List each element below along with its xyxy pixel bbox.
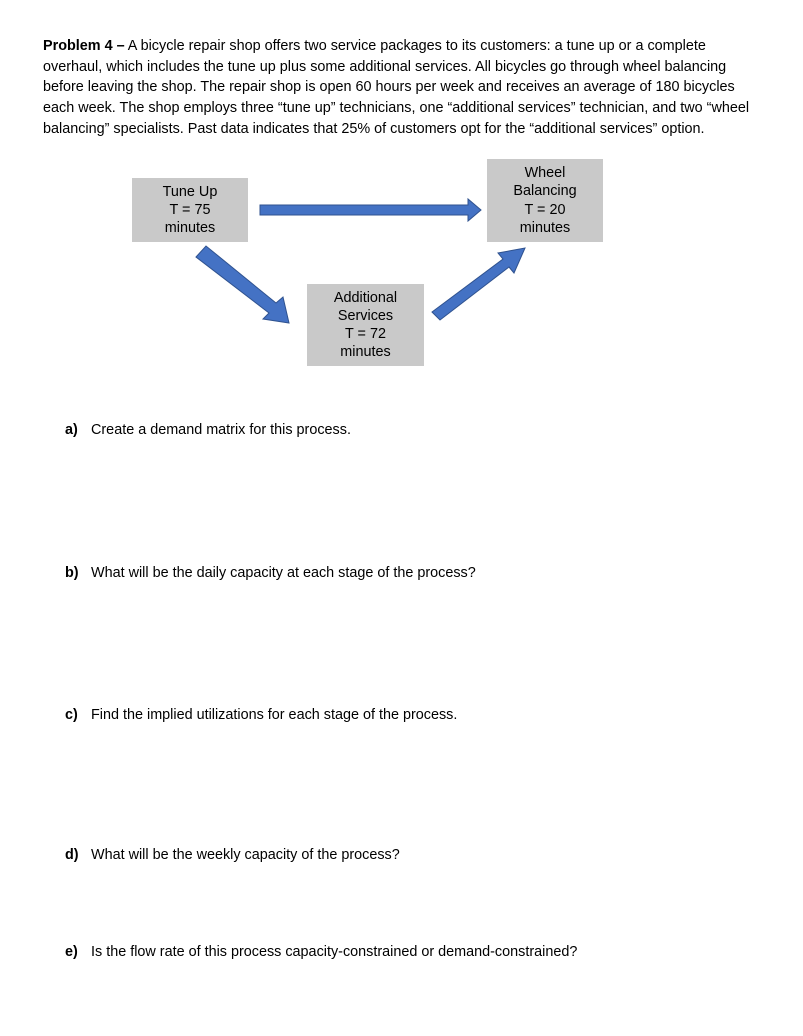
tune-up-title: Tune Up (162, 183, 218, 200)
question-a-label: a) (65, 422, 78, 438)
arrow-tuneup-to-wheel (260, 199, 481, 221)
question-c-text: Find the implied utilizations for each stage of the process. (91, 707, 458, 723)
tune-up-stage-box (132, 178, 248, 242)
additional-unit: minutes (340, 344, 391, 361)
problem-text: A bicycle repair shop offers two service packages to its customers: a tune up or a complete overhaul, which includes the tune up plus some additional services. All bicycles go through wheel balancing before leaving the shop. The repair shop is open 60 hours per week and receives an average of 180 bicycles each week. The shop employs three “tune up” technicians, one “additional services” technician, and two “wheel balancing” specialists. Past data indicates that 25% of customers opt for the “additional services” option. (43, 38, 750, 137)
wheel-title-line2: Balancing (513, 183, 577, 200)
problem-statement (43, 36, 763, 140)
additional-title-line2: Services (337, 307, 394, 324)
question-e-text: Is the flow rate of this process capacity-constrained or demand-constrained? (91, 944, 578, 960)
question-b-label: b) (65, 565, 79, 581)
question-c-label: c) (65, 707, 78, 723)
question-d (65, 846, 400, 864)
question-b (65, 564, 476, 582)
question-c (65, 706, 457, 724)
additional-title-line1: Additional (333, 289, 398, 306)
wheel-balancing-stage-box (487, 159, 603, 242)
wheel-title-line1: Wheel (524, 165, 566, 182)
question-e-label: e) (65, 944, 78, 960)
question-a (65, 421, 351, 439)
question-d-text: What will be the weekly capacity of the process? (91, 847, 400, 863)
additional-services-stage-box (307, 284, 424, 366)
tune-up-time: T = 75 (169, 201, 211, 218)
tune-up-unit: minutes (164, 220, 216, 237)
additional-time: T = 72 (345, 326, 386, 342)
question-a-text: Create a demand matrix for this process. (91, 422, 351, 438)
arrow-tuneup-to-additional (196, 246, 289, 323)
wheel-unit: minutes (519, 219, 571, 236)
question-b-text: What will be the daily capacity at each stage of the process? (91, 565, 476, 581)
problem-heading: Problem 4 – (43, 38, 125, 54)
arrow-additional-to-wheel (432, 248, 525, 320)
wheel-time: T = 20 (524, 201, 566, 218)
question-d-label: d) (65, 847, 79, 863)
question-e (65, 943, 577, 961)
